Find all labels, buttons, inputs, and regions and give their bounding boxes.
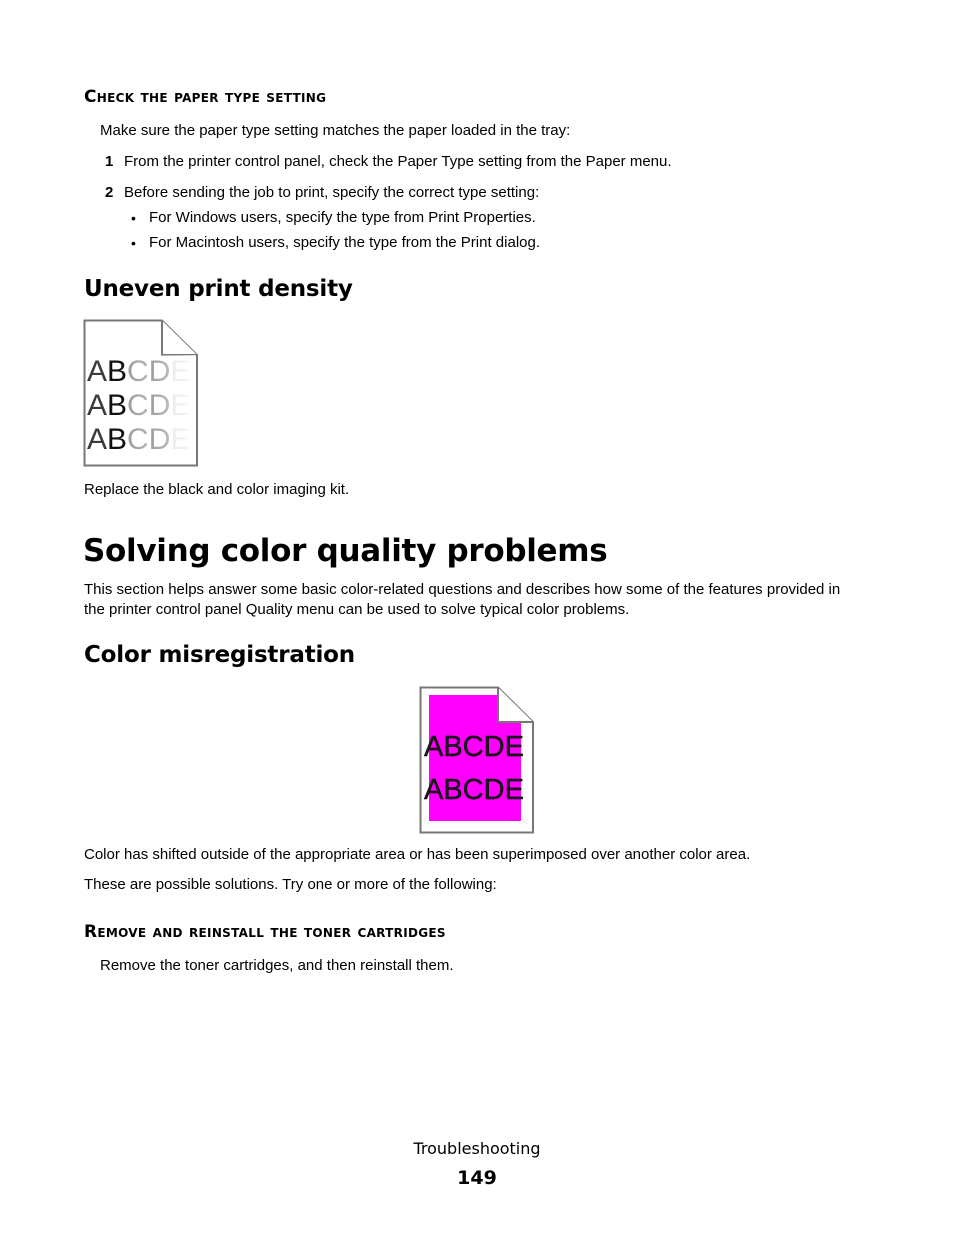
solving-intro-line1: This section helps answer some basic color-related questions and describes how some of the features provided in <box>84 581 841 598</box>
step-1-text: From the printer control panel, check the Paper Type setting from the Paper menu. <box>124 153 672 170</box>
solving-intro-line2: the printer control panel Quality menu can be used to solve typical color problems. <box>84 601 630 618</box>
uneven-density-caption: Replace the black and color imaging kit. <box>84 481 350 498</box>
color-misregistration-heading: Color misregistration <box>84 642 355 668</box>
color-misregistration-illustration <box>419 686 535 834</box>
bullet-windows: For Windows users, specify the type from Print Properties. <box>149 209 536 226</box>
bullet-macintosh: For Macintosh users, specify the type from the Print dialog. <box>149 234 541 251</box>
remove-reinstall-heading: Remove and reinstall the toner cartridges <box>84 922 446 942</box>
misreg-solutions-intro: These are possible solutions. Try one or more of the following: <box>84 876 497 893</box>
page-number: 149 <box>457 1167 497 1189</box>
remove-reinstall-text: Remove the toner cartridges, and then reinstall them. <box>100 957 454 974</box>
step-1-number: 1 <box>105 153 114 170</box>
step-2-number: 2 <box>105 184 114 201</box>
misreg-letter: ABCDE <box>424 731 524 763</box>
misreg-letter: ABCDE <box>424 774 524 806</box>
footer-section-label: Troubleshooting <box>413 1139 541 1158</box>
check-paper-type-intro: Make sure the paper type setting matches the paper loaded in the tray: <box>100 122 571 139</box>
uneven-print-density-heading: Uneven print density <box>84 276 353 302</box>
misreg-description: Color has shifted outside of the appropriate area or has been superimposed over another color area. <box>84 846 751 863</box>
bullet-icon: • <box>131 210 136 226</box>
uneven-density-illustration <box>83 319 199 467</box>
bullet-icon: • <box>131 235 136 251</box>
check-paper-type-heading: Check the paper type setting <box>84 87 327 107</box>
solving-color-quality-heading: Solving color quality problems <box>83 533 608 569</box>
step-2-text: Before sending the job to print, specify the correct type setting: <box>124 184 540 201</box>
